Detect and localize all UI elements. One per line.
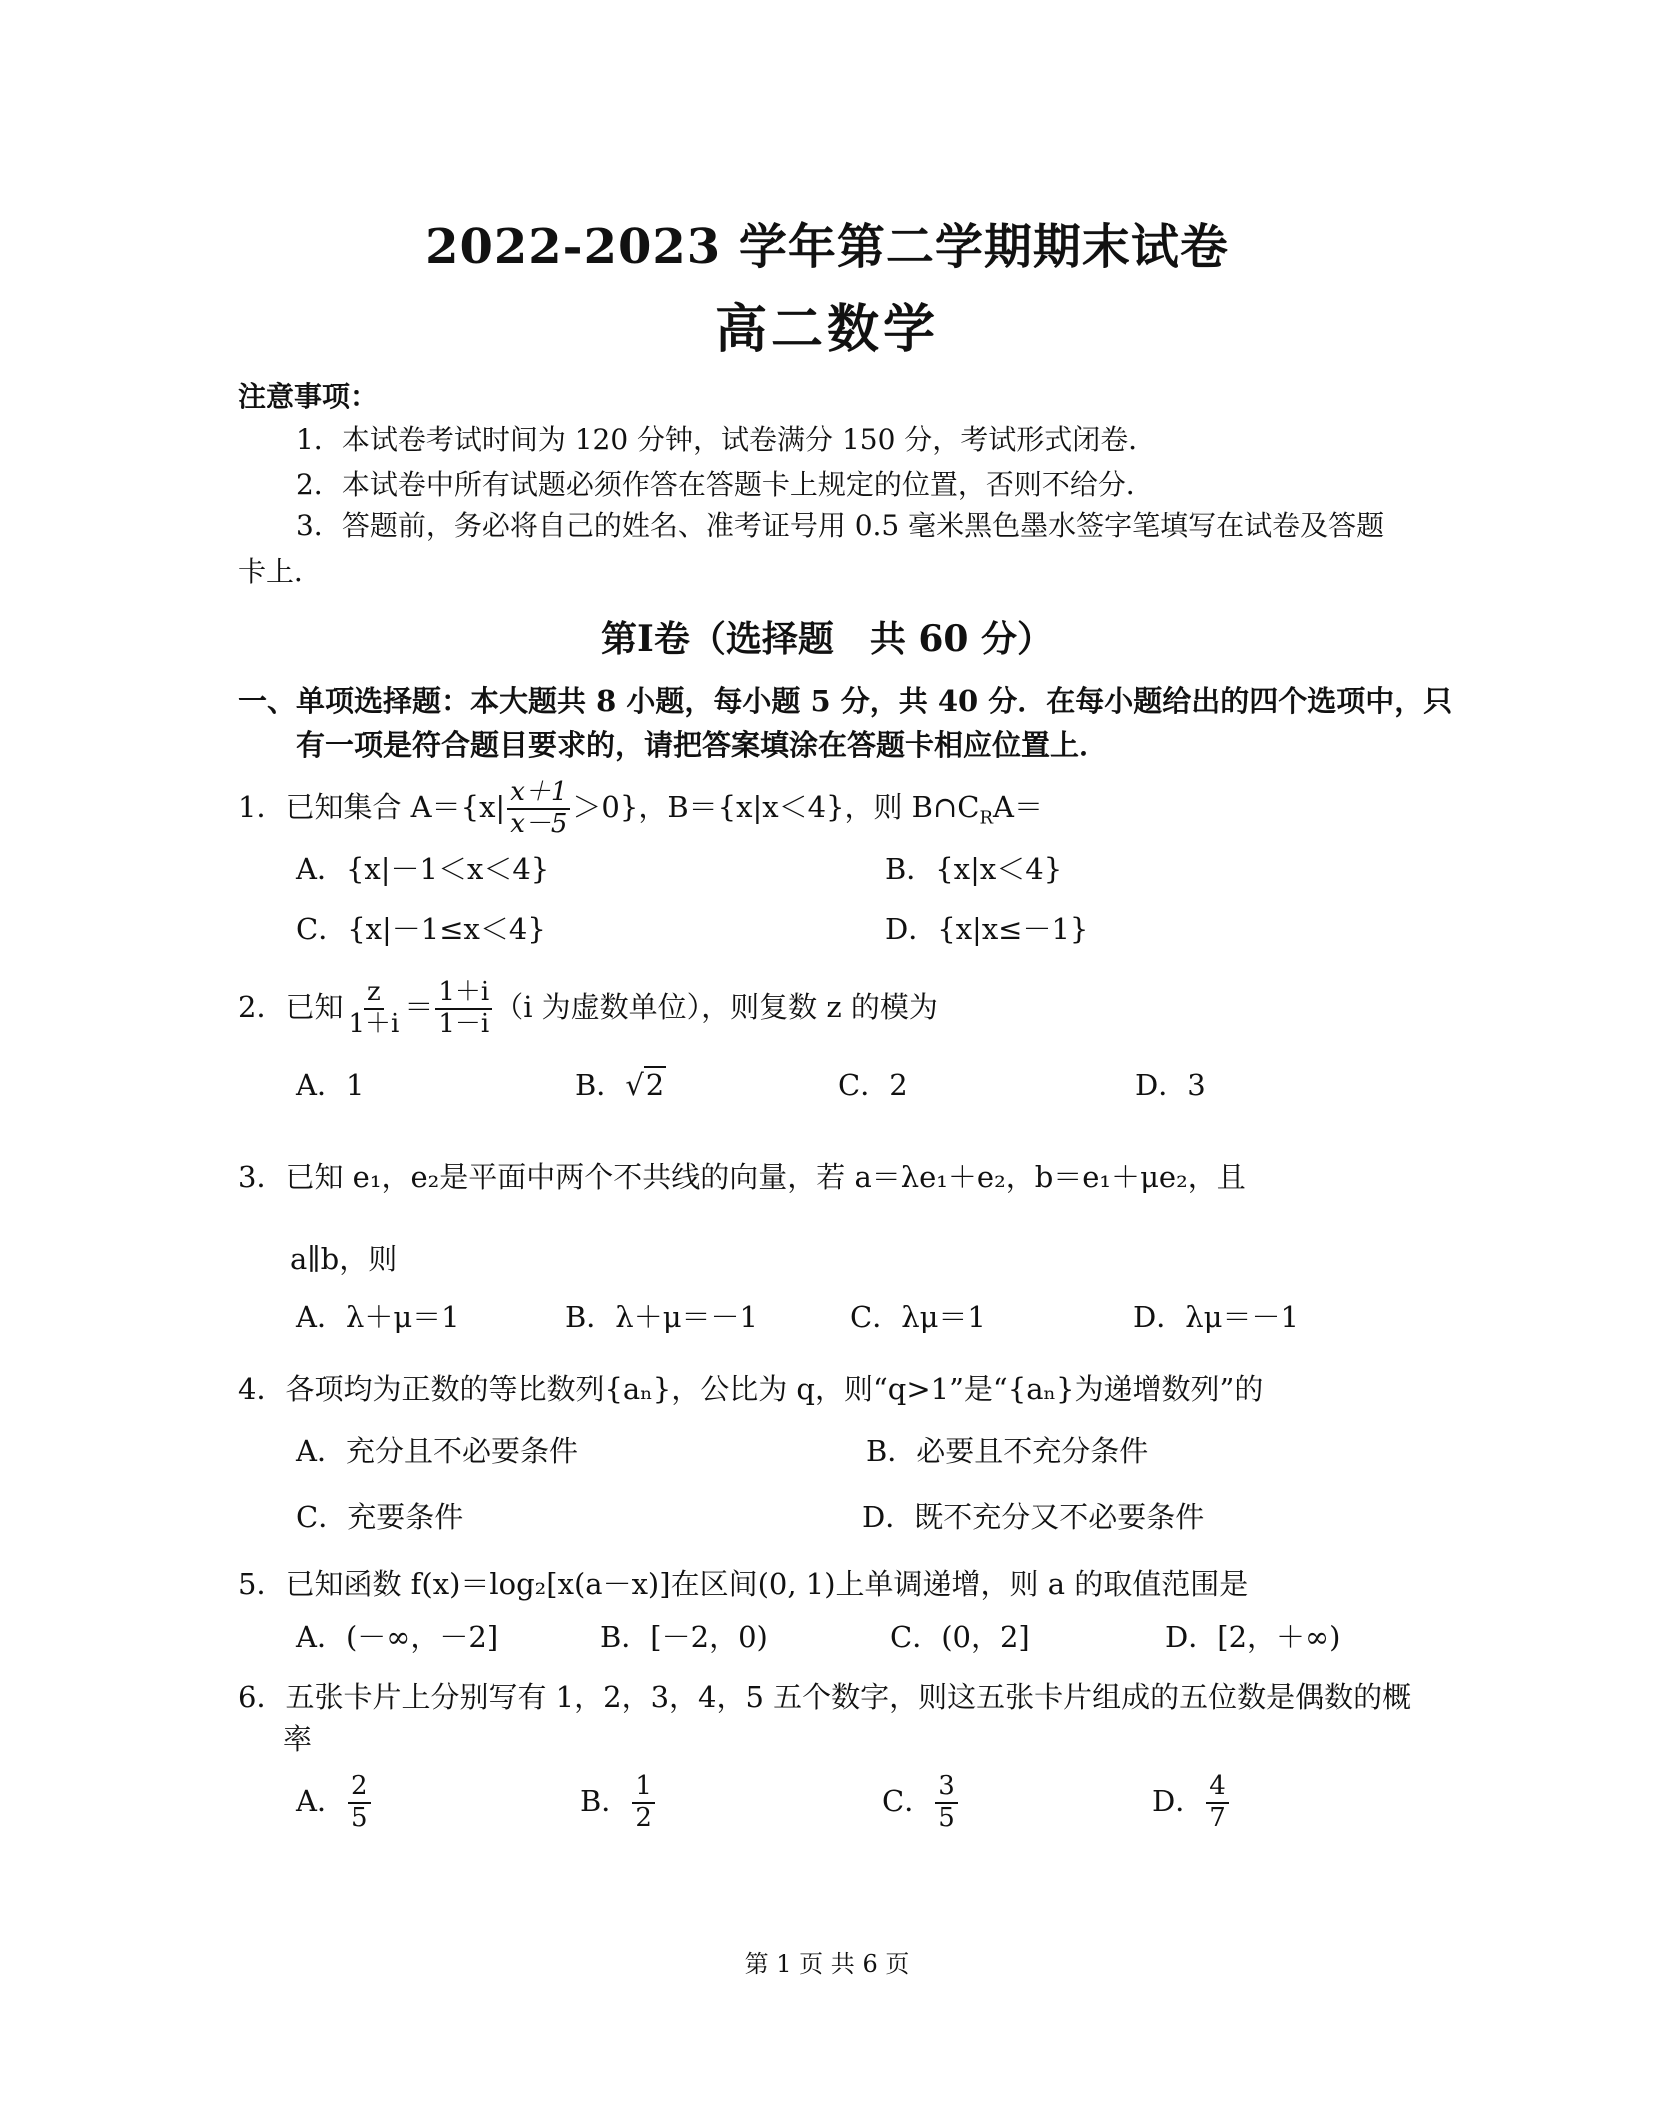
q3-option-c: C．λμ＝1 [850, 1300, 986, 1334]
q5-option-b: B．[－2，0) [600, 1620, 768, 1654]
question-2: 2．已知 $\frac{z}{1+i}$ ＝ $\frac{1+i}{1-i}$ （i 为虚数单位），则复数 z 的模为 [238, 977, 938, 1039]
q1-option-b: B．{x|x＜4} [885, 852, 1063, 886]
q5-option-d: D．[2，＋∞) [1165, 1620, 1341, 1654]
q2-option-d: D．3 [1135, 1068, 1206, 1102]
q3-option-d: D．λμ＝－1 [1133, 1300, 1299, 1334]
question-5: 5．已知函数 f(x)＝log₂[x(a－x)]在区间(0, 1)上单调递增，则 a 的取值范围是 [238, 1567, 1249, 1601]
part-heading-line1: 一、单项选择题：本大题共 8 小题，每小题 5 分，共 40 分．在每小题给出的四个选项中，只 [238, 684, 1453, 718]
q4-option-b: B．必要且不充分条件 [866, 1434, 1149, 1468]
notice-heading: 注意事项： [238, 380, 379, 413]
q6-option-d: D． $\frac{4}{7}$ [1152, 1772, 1231, 1834]
part-heading-line2: 有一项是符合题目要求的，请把答案填涂在答题卡相应位置上． [296, 728, 1109, 762]
q3-option-a: A．λ＋μ＝1 [296, 1300, 460, 1334]
q4-option-c: C．充要条件 [296, 1500, 464, 1534]
question-6-line1: 6．五张卡片上分别写有 1，2，3，4，5 五个数字，则这五张卡片组成的五位数是偶数的概 [238, 1680, 1412, 1714]
q2-option-a: A．1 [296, 1068, 365, 1102]
section-title: 第Ⅰ卷（选择题 共 60 分） [600, 618, 1053, 660]
q1-fraction: $\frac{x+1}{x-5}$ [507, 778, 570, 840]
page-number: 第 1 页 共 6 页 [744, 1950, 910, 1978]
notice-item-3: 3．答题前，务必将自己的姓名、准考证号用 0.5 毫米黑色墨水签字笔填写在试卷及答题 [296, 509, 1385, 542]
q2-option-b: B．√2 [575, 1068, 665, 1102]
q4-option-a: A．充分且不必要条件 [296, 1434, 578, 1468]
exam-title: 2022-2023 学年第二学期期末试卷 [425, 219, 1229, 275]
q2-fraction-1: $\frac{z}{1+i}$ [348, 977, 400, 1039]
q6-option-a: A． $\frac{2}{5}$ [296, 1772, 373, 1834]
q6-option-b: B． $\frac{1}{2}$ [580, 1772, 657, 1834]
notice-item-1: 1．本试卷考试时间为 120 分钟，试卷满分 150 分，考试形式闭卷． [296, 423, 1157, 456]
q3-option-b: B．λ＋μ＝－1 [565, 1300, 758, 1334]
exam-subject: 高二数学 [714, 299, 939, 360]
q4-option-d: D．既不充分又不必要条件 [862, 1500, 1205, 1534]
question-4: 4．各项均为正数的等比数列{aₙ}，公比为 q，则“q>1”是“{aₙ}为递增数列”的 [238, 1372, 1264, 1406]
q1-option-d: D．{x|x≤－1} [885, 912, 1089, 946]
question-3-line2: a∥b，则 [290, 1242, 398, 1276]
q5-option-c: C．(0，2] [890, 1620, 1030, 1654]
question-3-line1: 3．已知 e₁，e₂是平面中两个不共线的向量，若 a＝λe₁＋e₂，b＝e₁＋μe₂，且 [238, 1160, 1246, 1194]
question-1: 1．已知集合 A＝{x| $\frac{x+1}{x-5}$ ＞0}，B＝{x|x＜4}，则 $B\cap C_RA=$ [238, 777, 1043, 839]
question-6-line2: 率 [283, 1722, 313, 1756]
notice-item-2: 2．本试卷中所有试题必须作答在答题卡上规定的位置，否则不给分． [296, 468, 1154, 501]
q1-option-c: C．{x|－1≤x＜4} [296, 912, 546, 946]
notice-item-3-cont: 卡上． [238, 555, 323, 588]
q2-option-c: C．2 [838, 1068, 908, 1102]
q2-fraction-2: $\frac{1+i}{1-i}$ [435, 978, 492, 1040]
q5-option-a: A．(－∞，－2] [296, 1620, 499, 1654]
q6-option-c: C． $\frac{3}{5}$ [882, 1772, 960, 1834]
q1-option-a: A．{x|－1＜x＜4} [296, 852, 550, 886]
